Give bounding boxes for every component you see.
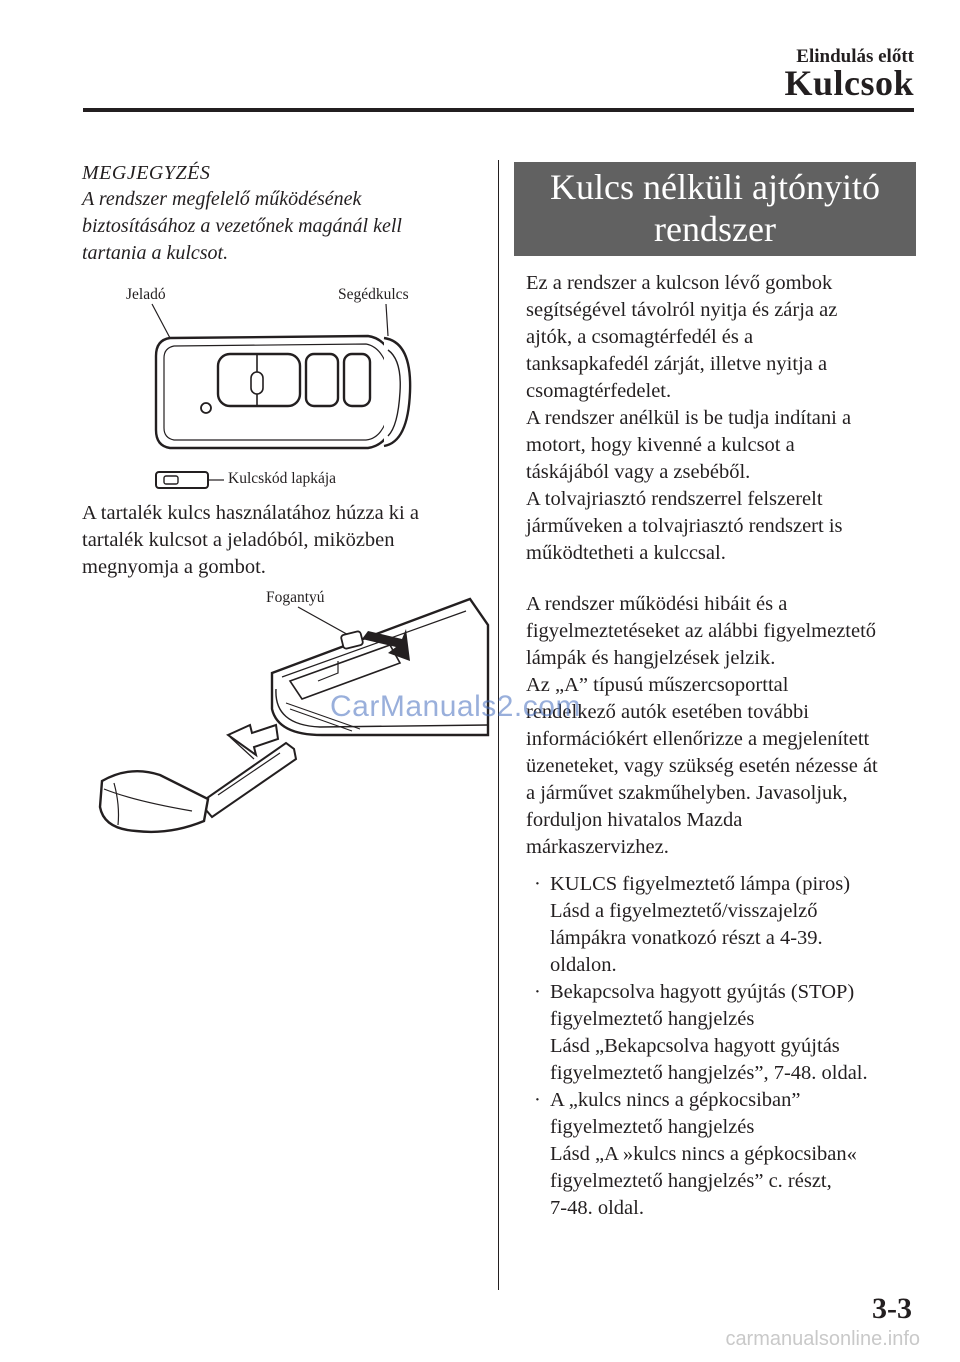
bullet-icon: · <box>534 981 541 1003</box>
body-line: csomagtérfedelet. <box>526 380 672 402</box>
body-line: figyelmeztetéseket az alábbi figyelmeztető <box>526 620 877 642</box>
column-divider <box>498 160 499 1290</box>
bullet-icon: · <box>534 873 541 895</box>
body-line: lámpák és hangjelzések jelzik. <box>526 647 776 669</box>
body-line: tanksapkafedél zárját, illetve nyitja a <box>526 353 828 375</box>
body-line: márkaszervizhez. <box>526 836 669 858</box>
list-item: · A „kulcs nincs a gépkocsiban” figyelmeztető hangjelzés Lásd „A »kulcs nincs a gépkocsiban« figyelmeztető hangjelzés” c. részt, 7-48. oldal. <box>534 1089 857 1219</box>
key-fob-illustration <box>100 280 440 502</box>
body-line: A tolvajriasztó rendszerrel felszerelt <box>526 488 823 510</box>
body-line: ajtók, a csomagtérfedél és a <box>526 326 754 348</box>
section-banner <box>514 162 916 256</box>
body-line: Az „A” típusú műszercsoporttal <box>526 674 789 696</box>
note-line: A rendszer megfelelő működésének <box>82 188 362 210</box>
body-line: Ez a rendszer a kulcson lévő gombok <box>526 272 833 294</box>
key-fob-figure <box>100 280 440 502</box>
body-line: forduljon hivatalos Mazda <box>526 809 743 831</box>
note-block <box>82 160 482 267</box>
page-number: 3-3 <box>872 1292 912 1325</box>
body-line: üzeneteket, vagy szükség esetén nézesse át <box>526 755 878 777</box>
body-line: rendelkező autók esetében további <box>526 701 809 723</box>
body-line: segítségével távolról nyitja és zárja az <box>526 299 838 321</box>
list-item: · Bekapcsolva hagyott gyújtás (STOP) figyelmeztető hangjelzés Lásd „Bekapcsolva hagyott gyújtás figyelmeztető hangjelzés”, 7-48. oldal. <box>534 981 868 1084</box>
body-line: működtetheti a kulccsal. <box>526 542 726 564</box>
body-line: információkért ellenőrizze a megjelenített <box>526 728 870 750</box>
body-line: tartalék kulcsot a jeladóból, miközben <box>82 529 395 551</box>
header-rule <box>83 108 914 112</box>
footer-watermark: carmanualsonline.info <box>725 1328 920 1350</box>
label-knob: Fogantyú <box>266 589 325 606</box>
body-line: A rendszer működési hibáit és a <box>526 593 788 615</box>
body-line: megnyomja a gombot. <box>82 556 266 578</box>
paragraph <box>526 270 918 567</box>
banner-line: Kulcs nélküli ajtónyitó <box>550 167 880 207</box>
body-line: A tartalék kulcs használatához húzza ki a <box>82 502 419 524</box>
body-line: járműveken a tolvajriasztó rendszert is <box>526 515 843 537</box>
label-aux-key: Segédkulcs <box>338 286 409 303</box>
label-transmitter: Jeladó <box>126 286 166 303</box>
body-line: A rendszer anélkül is be tudja indítani a <box>526 407 852 429</box>
list-item: · KULCS figyelmeztető lámpa (piros) Lásd a figyelmeztető/visszajelző lámpákra vonatkozó részt a 4-39. oldalon. <box>534 873 851 976</box>
section-title: Elindulás előtt <box>796 46 914 67</box>
bullet-icon: · <box>534 1089 541 1111</box>
label-code-tag: Kulcskód lapkája <box>228 470 337 487</box>
body-line: motort, hogy kivenné a kulcsot a <box>526 434 795 456</box>
body-line: táskájából vagy a zsebéből. <box>526 461 751 483</box>
warning-list <box>526 871 918 1222</box>
page-title: Kulcsok <box>784 63 914 103</box>
section-body <box>526 270 918 1222</box>
note-title: MEGJEGYZÉS <box>82 162 211 184</box>
spare-key-instructions <box>82 500 482 581</box>
note-line: biztosításához a vezetőnek magánál kell <box>82 215 402 237</box>
banner-line: rendszer <box>654 209 776 249</box>
paragraph <box>526 591 918 861</box>
note-line: tartania a kulcsot. <box>82 242 229 264</box>
body-line: a járművet szakműhelyben. Javasoljuk, <box>526 782 848 804</box>
watermark: CarManuals2.com <box>330 690 581 723</box>
